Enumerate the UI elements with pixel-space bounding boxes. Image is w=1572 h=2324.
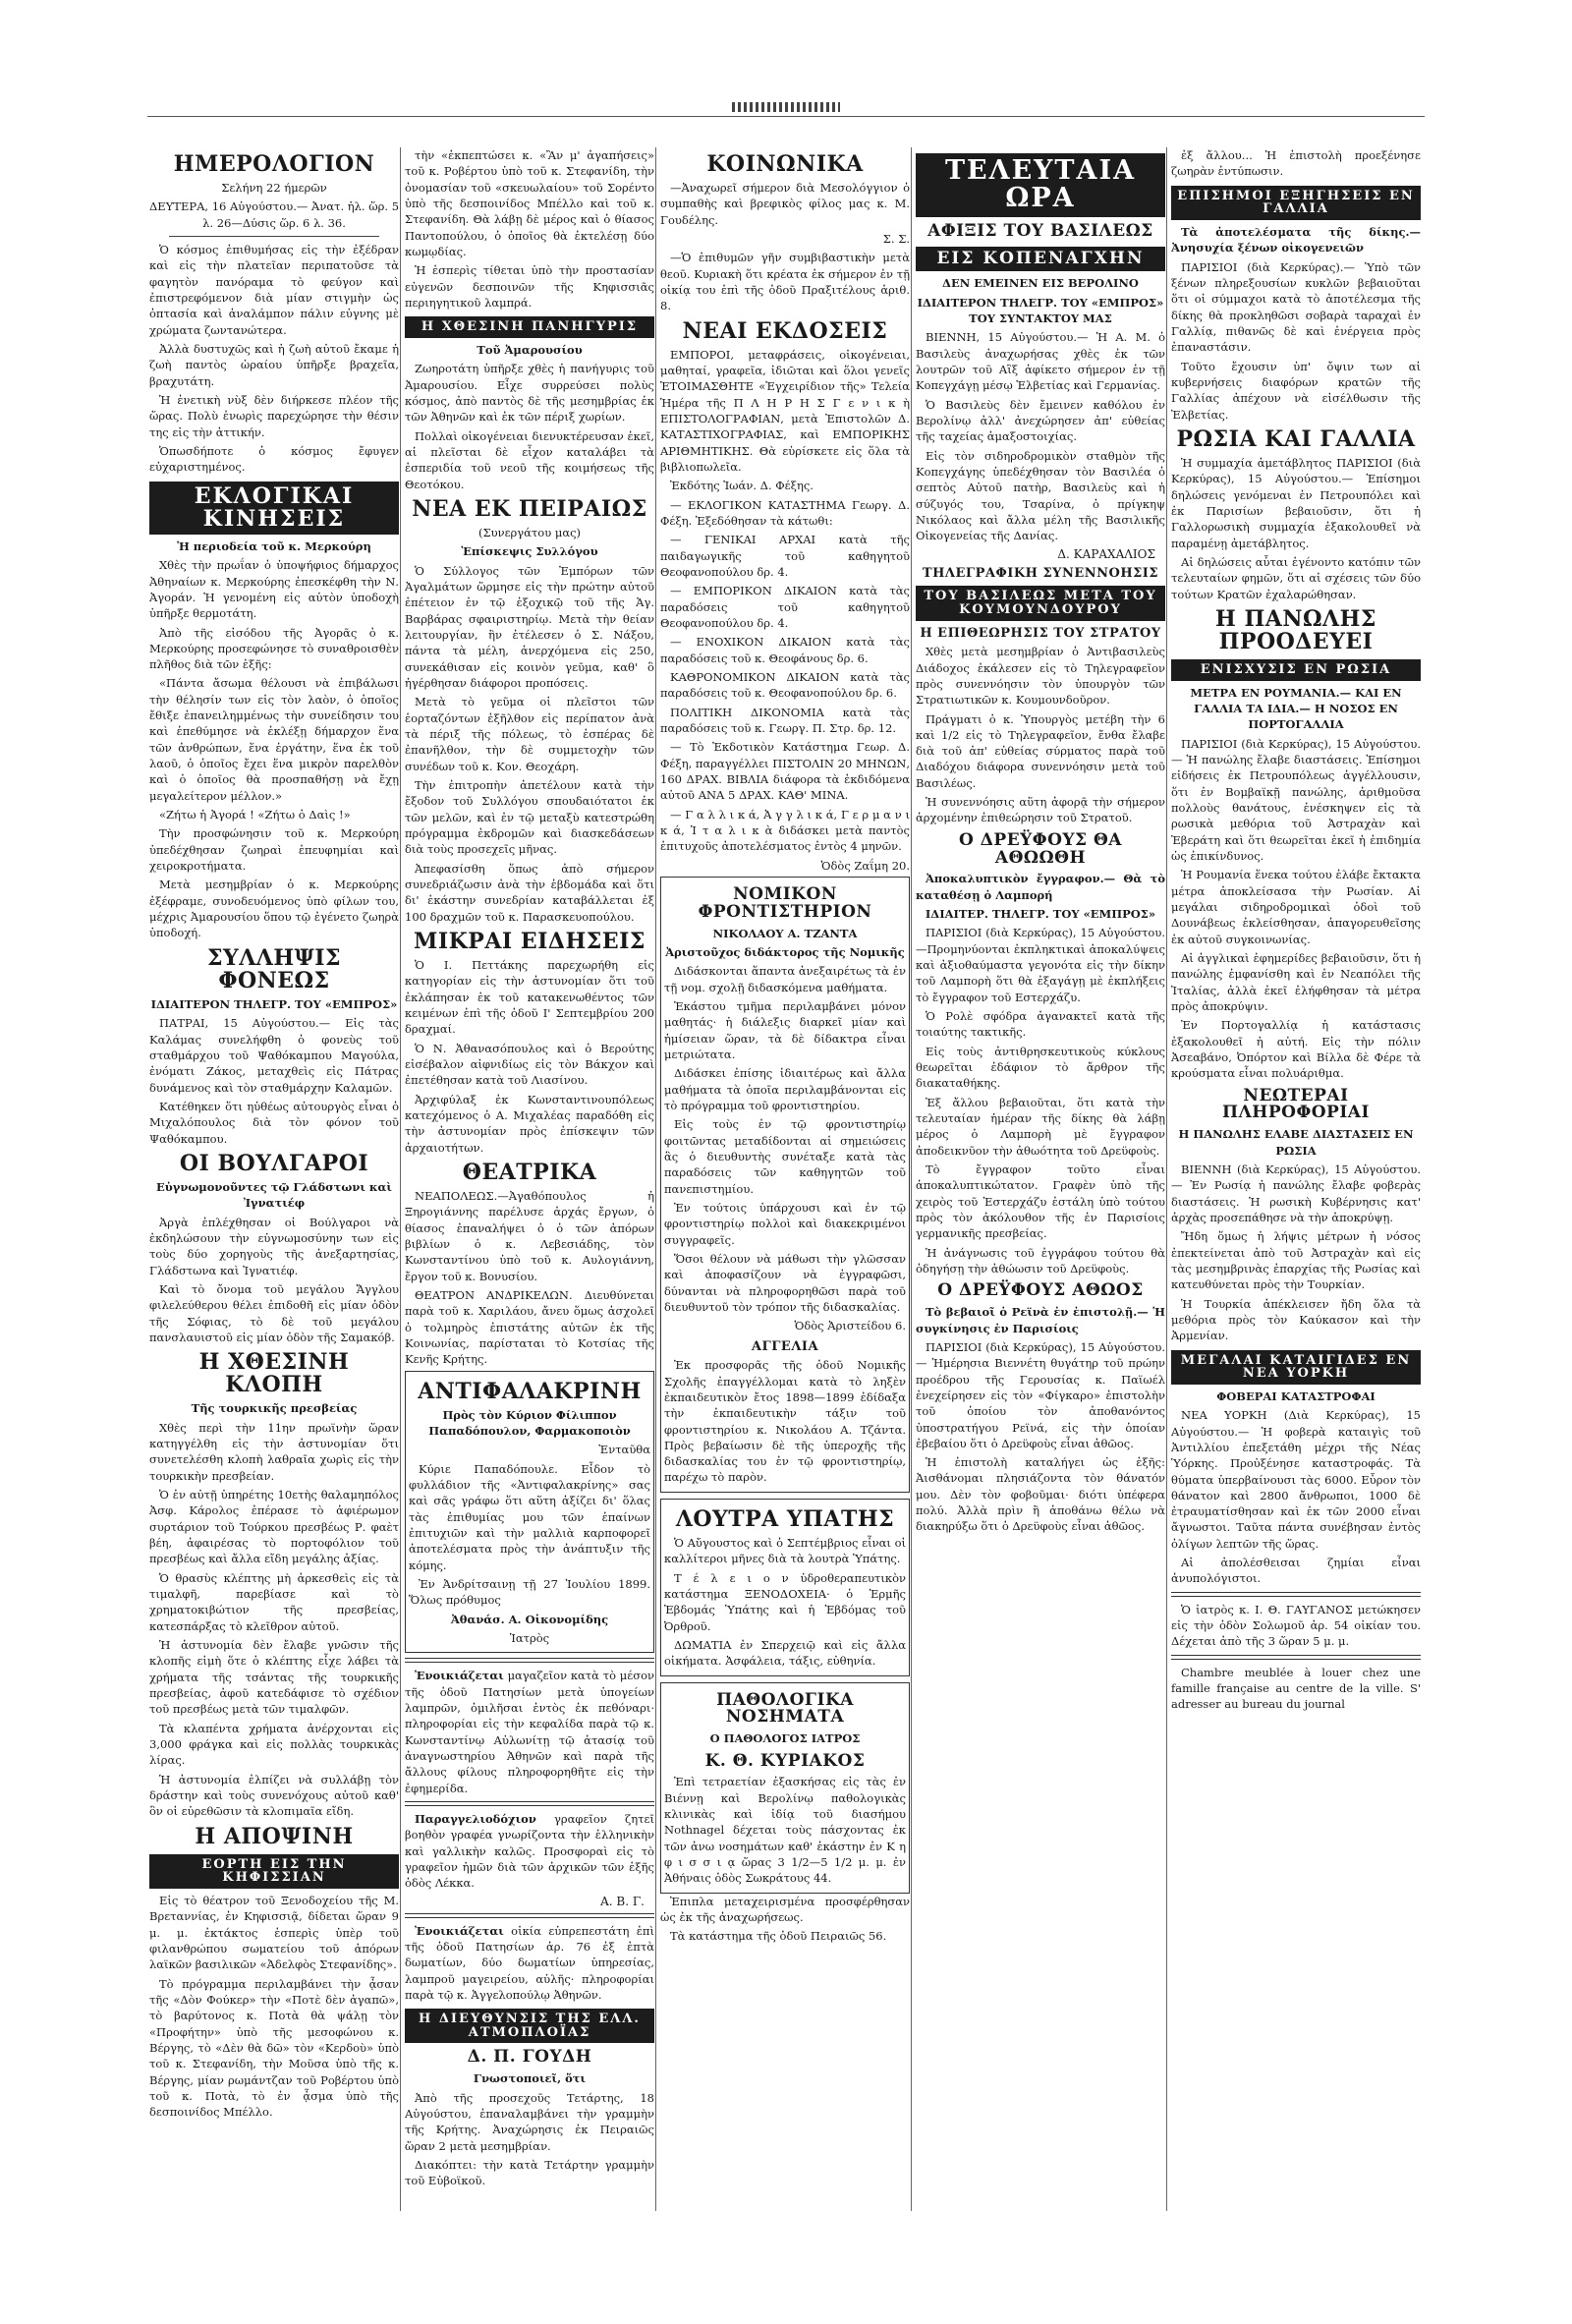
article-text: Εἰς τὸν σιδηροδρομικὸν σταθμὸν τῆς Κοπεγχάγης ὑπεδέχθησαν τὸν Βασιλέα ὁ σεπτὸς Αὐτοῦ πατὴρ, Βασιλεὺς καὶ ἡ σύζυγός του, Τσαρίνα, ὁ πρίγκηψ Νικόλαος καὶ ἄλλα μέλη τῆς Βασιλικῆς Οἰκογενείας τῆς Δανίας. [916, 448, 1165, 543]
article-text: Ὁ Ρολὲ σφόδρα ἀγανακτεῖ κατὰ τῆς τοιαύτης τακτικῆς. [916, 1009, 1165, 1040]
article-text: Ὁδὸς Ἀριστείδου 6. [794, 1319, 906, 1333]
baths-heading: ΛΟΥΤΡΑ ΥΠΑΤΗΣ [675, 1505, 895, 1532]
column-divider [400, 147, 401, 2211]
article-text: Χθὲς μετὰ μεσημβρίαν ὁ Ἀντιβασιλεὺς Διάδοχος ἐκάλεσεν εἰς τὸ Τηλεγραφεῖον πρὸς συνεννόησιν τὸν ὑπουργὸν τῶν Στρατιωτικῶν κ. Κουμουνδοῦρον. [916, 645, 1165, 708]
article-text: — Γ α λ λ ι κ ά, Ἀ γ γ λ ι κ ά, Γ ε ρ μ α ν ι κ ά, Ἰ τ α λ ι κ ὰ διδάσκει μετὰ παντὸς ἐπιτυχοῦς ἀποτελέσματος ἐντὸς 4 μηνῶν. [660, 807, 910, 854]
article-text: Ἡ ἑσπερὶς τίθεται ὑπὸ τὴν προστασίαν εὐγενῶν δεσποινῶν τῆς Κηφισσιᾶς περιηγητικοῦ λαμπρά. [405, 263, 654, 310]
column-1 [149, 147, 399, 2211]
fair-heading: Η ΧΘΕΣΙΝΗ ΠΑΝΗΓΥΡΙΣ [405, 316, 654, 338]
king-subheading: ΙΔΙΑΙΤΕΡΟΝ ΤΗΛΕΓΡ. ΤΟΥ «ΕΜΠΡΟΣ» ΤΟΥ ΣΥΝΤΑΚΤΟΥ ΜΑΣ [917, 295, 1164, 326]
column-divider [655, 147, 656, 2211]
article-text: —Ἀναχωρεῖ σήμερον διὰ Μεσολόγγιον ὁ συμπαθὴς καὶ βρεφικὸς φίλος μας κ. Μ. Γουδέλης. [660, 181, 910, 227]
article-text: — ΓΕΝΙΚΑΙ ΑΡΧΑΙ κατὰ τῆς παιδαγωγικῆς τοῦ καθηγητοῦ Θεοφανοπούλου δρ. 4. [660, 533, 910, 580]
bulgarians-heading: ΟΙ ΒΟΥΛΓΑΡΟΙ [179, 1150, 369, 1176]
column-divider [911, 147, 912, 2211]
article-text: ΠΟΛΙΤΙΚΗ ΔΙΚΟΝΟΜΙΑ κατὰ τὰς παραδόσεις τοῦ κ. Γεωργ. Π. Στρ. δρ. 12. [660, 705, 910, 736]
divider [405, 1658, 654, 1663]
article-text: Ἀπὸ τῆς εἰσόδου τῆς Ἀγορᾶς ὁ κ. Μερκούρης προσεφώνησε τὸ συναθροισθὲν πλῆθος διὰ τῶν ἑξῆς: [149, 625, 399, 672]
ad-text: γραφεῖον ζητεῖ βοηθὸν γραφέα γνωρίζοντα τὴν ἑλληνικὴν καὶ γαλλικὴν καλῶς. Προσφοραὶ εἰς τὸ γραφεῖον ἡμῶν διὰ τῶν ἀρχικῶν τῶν ἑξῆς ὁδὸς Λέκκα. [405, 1811, 654, 1891]
divider [405, 1913, 654, 1918]
article-text: — ΕΜΠΟΡΙΚΟΝ ΔΙΚΑΙΟΝ κατὰ τὰς παραδόσεις τοῦ καθηγητοῦ Θεοφανοπούλου δρ. 4. [660, 584, 910, 631]
king-signature: Δ. ΚΑΡΑΧΑΛΙΟΣ [1057, 546, 1155, 561]
article-text: Ἐκ προσφορᾶς τῆς ὁδοῦ Νομικῆς Σχολῆς ἐπαγγέλλομαι κατὰ τὸ ληξὲν ἐκπαιδευτικὸν ἔτος 1898—1899 ἐδίδαξα τὴν ἐκπαιδευτικὴν τάξιν τοῦ φροντιστηρίου κ. Νικολάου Α. Τζάντα. Πρὸς βεβαίωσιν δὲ τῆς ὑπεροχῆς τῆς διδασκαλίας του ἐν τῷ φροντιστηρίῳ, παρέχω τὸ παρὸν. [664, 1358, 906, 1485]
shipping-heading: Η ΔΙΕΥΘΥΝΣΙΣ ΤΗΣ ΕΛΛ. ΑΤΜΟΠΛΟΪΑΣ [405, 2009, 654, 2043]
article-text: ἐξ ἄλλου... Ἡ ἐπιστολὴ προεξένησε ζωηρὰν ἐντύπωσιν. [1171, 148, 1421, 179]
article-text: Ὁ ἐν αὐτῇ ὑπηρέτης 10ετὴς θαλαμηπόλος Ἀσφ. Κάρολος ἐπέρασε τὸ ἀφιέρωμον συρτάριον τοῦ Τούρκου πρεσβέως Ρ. φαὲτ βέη, ἀφαιρέσας τὸ πορτοφόλιον τοῦ πρεσβέως καὶ ἄλλα εἴδη μεγάλης ἀξίας. [149, 1488, 399, 1566]
telegraph-subheading: Η ΕΠΙΘΕΩΡΗΣΙΣ ΤΟΥ ΣΤΡΑΤΟΥ [920, 625, 1161, 641]
plague-subheading: ΕΝΙΣΧΥΣΙΣ ΕΝ ΡΩΣΙΑ [1171, 659, 1421, 681]
divider [405, 1801, 654, 1806]
law-subheading: ΝΙΚΟΛΑΟΥ Α. ΤΖΑΝΤΑ [712, 926, 858, 940]
anti-heading: ΑΝΤΙΦΑΛΑΚΡΙΝΗ [418, 1378, 642, 1404]
article-text: Ἀλλὰ δυστυχῶς καὶ ἡ ζωὴ αὐτοῦ ἔκαμε ἡ ζωὴ παντὸς ὡραίου ὑπῆρξε βραχεῖα, βραχυτάτη. [149, 342, 399, 388]
article-text: Ὁδὸς Ζαΐμη 20. [820, 858, 910, 873]
article-text: Διδάσκονται ἅπαντα ἀνεξαιρέτως τὰ ἐν τῇ νομ. σχολῇ διδασκόμενα μαθήματα. [664, 964, 906, 994]
king-subheading: ΔΕΝ ΕΜΕΙΝΕΝ ΕΙΣ ΒΕΡΟΛΙΝΟ [942, 276, 1139, 291]
king-heading: ΑΦΙΞΙΣ ΤΟΥ ΒΑΣΙΛΕΩΣ [927, 220, 1153, 241]
dreyfus-heading: Ο ΔΡΕΫΦΟΥΣ ΘΑ ΑΘΩΩΘΗ [959, 829, 1122, 868]
article-text: Κατέθηκεν ὅτι ηὐθέως αὐτουργὸς εἶναι ὁ Μιχαλόπουλος διὰ τὸν φόνον τοῦ Ψαθόκαμπου. [149, 1099, 399, 1146]
notice-heading: ΑΓΓΕΛΙΑ [751, 1338, 819, 1354]
advertisement [405, 1371, 654, 1654]
advertisement [660, 1682, 910, 1894]
social-signature: Σ. Σ. [882, 232, 910, 247]
king-subheading: ΕΙΣ ΚΟΠΕΝΑΓΧΗΝ [916, 247, 1165, 272]
article-text: Ὅσοι θέλουν νὰ μάθωσι τὴν γλῶσσαν καὶ ἀποφασίζουν νὰ ἐγγραφῶσι, δύνανται νὰ πληροφορηθῶσι παρὰ τοῦ διευθυντοῦ τὸν τρόπον τῆς διδασκαλίας. [664, 1251, 906, 1314]
article-text: Ἡ ἀνάγνωσις τοῦ ἐγγράφου τούτου θὰ ὁδηγήσῃ τὴν ἀθώωσιν τοῦ Δρεϋφοὺς. [916, 1245, 1165, 1276]
pathology-name: Κ. Θ. ΚΥΡΙΑΚΟΣ [704, 1750, 866, 1771]
bulgarians-subheading: Εὐγνωμονοῦντες τῷ Γλάδστωνι καὶ Ἰγνατιέφ [156, 1179, 392, 1211]
column-2 [405, 147, 654, 2211]
article-text: ΠΑΤΡΑΙ, 15 Αὐγούστου.— Εἰς τὰς Καλάμας συνελήφθη ὁ φονεὺς τοῦ σταθμάρχου τοῦ Ψαθόκαμπου Μαγούλα, ἐνόματι Ζάκος, μεταχθεὶς εἰς Πάτρας δυνάμενος καὶ τὸν σταθμάρχην Καλαμῶν. [149, 1016, 399, 1095]
article-text: — ΕΝΟΧΙΚΟΝ ΔΙΚΑΙΟΝ κατὰ τὰς παραδόσεις τοῦ κ. Θεοφάνους δρ. 6. [660, 635, 910, 665]
article-text: Ἐν Πορτογαλλίᾳ ἡ κατάστασις ἐξακολουθεῖ ἡ αὐτή. Εἰς τὴν πόλιν Ἀσεαβάνο, Ὀπόρτον καὶ Βίλλα δὲ Φέρε τὰ κρούσματα εἶναι πολυάριθμα. [1171, 1018, 1421, 1081]
law-subheading: Ἀριστοῦχος διδάκτορος τῆς Νομικῆς [665, 945, 905, 959]
calendar-date: ΔΕΥΤΕΡΑ, 16 Αὐγούστου.— Ἀνατ. ἡλ. ὥρ. 5 λ. 26—Δύσις ὥρ. 6 λ. 36. [149, 199, 399, 230]
anti-place: Ἐνταῦθα [598, 1443, 650, 1457]
article-text: Κύριε Παπαδόπουλε. Εἶδον τὸ φυλλάδιον τῆς «Ἀντιφαλακρίνης» σας καὶ σᾶς γράφω ὅτι αὕτη ἀξίζει δι' ὅλας τὰς ἐπιθυμίας μου τῶν ἐπαίνων ἐπιτυχιῶν καὶ τὴν μαλλιὰ καρποφορεῖ ἀποτελέσματα πρὸς τὴν ἀνάπτυξιν τῆς κόμης. [409, 1461, 650, 1572]
article-text: Μετὰ μεσημβρίαν ὁ κ. Μερκούρης ἐξέφραμε, συνοδευόμενος ὑπὸ φίλων του, μέχρις Ἀμαρουσίου ὅπου τῷ ἐγένετο ζωηρὰ ὑποδοχή. [149, 878, 399, 940]
piraeus-subheading: (Συνεργάτου μας) [477, 525, 582, 539]
murder-subheading: ΙΔΙΑΙΤΕΡΟΝ ΤΗΛΕΓΡ. ΤΟΥ «ΕΜΠΡΟΣ» [150, 996, 398, 1011]
article-text: ΠΑΡΙΣΙΟΙ (διὰ Κερκύρας), 15 Αὐγούστου.— Ἡ πανώλης ἔλαβε διαστάσεις. Ἐπίσημοι εἰδήσεις ἐκ Πετρουπόλεως ἀγγέλλουσιν, ὅτι ἐν Βομβαϊκῇ πανώλης, ἀριθμοῦσα πολλοὺς θανάτους, ἐνέσκηψεν εἰς τὰ ρωσικὰ μεθόρια τοῦ Ἀστραχὰν καὶ Ἐβεράτη καὶ ὅτι θεωρεῖται ἐκεῖ ἡ ἐπιδημία ὡς ἐπικίνδυνος. [1171, 736, 1421, 864]
article-text: Ἀργὰ ἐπλέχθησαν οἱ Βούλγαροι νὰ ἐκδηλώσουν τὴν εὐγνωμοσύνην των εἰς τοὺς δύο χορηγοὺς τῆς ἀνεξαρτησίας, Γλάδστωνα καὶ Ἰγνατιέφ. [149, 1215, 399, 1277]
article-text: Ἤδη ὅμως ἡ λήψις μέτρων ἡ νόσος ἐπεκτείνεται ἀπὸ τοῦ Ἀστραχὰν καὶ εἰς τὰς μεσημβρινὰς ἐπαρχίας τῆς Ρωσίας καὶ κατευθύνεται πρὸς τὴν Τουρκίαν. [1171, 1229, 1421, 1292]
fair-subheading: Τοῦ Ἀμαρουσίου [477, 342, 583, 357]
article-text: τὴν «ἐκπεπτώσει κ. «Ἂν μ' ἀγαπήσεις» τοῦ κ. Ροβέρτου ὑπὸ τοῦ κ. Στεφανίδη, τὴν ὀνομασίαν τοῦ «σκευωλαίου» τοῦ Σορέντο ὑπὸ τῆς δεσποινίδος Μπέλλο καὶ τοῦ κ. Στεφανίδη. Θὰ λάβῃ δὲ μέρος καὶ ὁ θίασος Παντοπούλου, ὁ ὁποῖος θὰ ἐκτελέσῃ δύο κωμῳδίας. [405, 148, 654, 258]
article-text: ΝΕΑΠΟΛΕΩΣ.—Ἀγαθόπουλος ἡ Ξηρογιάννης παρέλυσε ἀρχάς ἔργων, ὁ θίασος ἐπαναλήψει ὁ ὁ τῶν ἀπόρων βιβλίων ὁ κ. Λεβεσιάδης, τὸν Κωνσταντίνου ὑπὸ τοῦ κ. Αυλογιάννη, ἔργον τοῦ κ. Βονυσίου. [405, 1188, 654, 1283]
piraeus-heading: ΝΕΑ ΕΚ ΠΕΙΡΑΙΩΣ [412, 495, 647, 522]
theft-subheading: Τῆς τουρκικῆς πρεσβείας [191, 1401, 358, 1416]
masthead-ornament [732, 102, 840, 112]
article-text: Ὁ ἰατρὸς κ. Ι. Θ. ΓΑΥΓΑΝΟΣ μετώκησεν εἰς τὴν ὁδὸν Σολωμοῦ ἀρ. 54 οἰκίαν του. Δέχεται ἀπὸ τῆς 3 ὥραν 5 μ. μ. [1171, 1602, 1421, 1649]
article-text: ΒΙΕΝΝΗ (διὰ Κερκύρας), 15 Αὐγούστου.— Ἐν Ρωσίᾳ ἡ πανώλης ἔλαβε φοβερὰς διαστάσεις. Ἡ ρωσικὴ Κυβέρνησις κατ' ἀρχὰς προσεπάθησε νὰ τὴν ἀποκρύψῃ. [1171, 1162, 1421, 1224]
article-text: Μετὰ τὸ γεῦμα οἱ πλεῖστοι τῶν ἑορταζόντων ἐξῆλθον εἰς περίπατον ἀνὰ τὰ πέριξ τῆς πόλεως, τὸ ἑσπέρας δὲ ἐπανῆλθον, τὴν δὲ συμμετοχὴν τῶν συνέδων τοῦ κ. Κον. Θεοχάρη. [405, 695, 654, 773]
column-3 [660, 147, 910, 2211]
plague-subheading: ΜΕΤΡΑ ΕΝ ΡΟΥΜΑΝΙΑ.— ΚΑΙ ΕΝ ΓΑΛΛΙΑ ΤΑ ΙΔΙΑ.— Η ΝΟΣΟΣ ΕΝ ΠΟΡΤΟΓΑΛΛΙΑ [1190, 685, 1402, 732]
article-text: Χθὲς τὴν πρωΐαν ὁ ὑποψήφιος δήμαρχος Ἀθηναίων κ. Μερκούρης ἐπεσκέφθη τὴν Ν. Ἀγοράν. Ἡ γενομένη εἰς αὐτὸν ὑποδοχὴ ὑπῆρξε θερμοτάτη. [149, 558, 399, 621]
telegraph-heading: ΤΗΛΕΓΡΑΦΙΚΗ ΣΥΝΕΝΝΟΗΣΙΣ [922, 565, 1159, 581]
article-text: Ὁ Αὔγουστος καὶ ὁ Σεπτέμβριος εἶναι οἱ καλλίτεροι μῆνες διὰ τὰ λουτρὰ Ὑπάτης. [664, 1535, 906, 1566]
article-text: ΘΕΑΤΡΟΝ ΑΝΔΡΙΚΕΛΩΝ. Διευθύνεται παρὰ τοῦ κ. Χαριλάου, ἄνευ ὅμως ἀσχολεῖ ὁ τολμηρὸς ἐπιστάτης αὐτῶν ἐκ τῆς Κοινωνίας, παρίσταται τὸ Κοτσίας τῆς Κενῆς Κρήτης. [405, 1287, 654, 1367]
ad-text: μαγαζεῖον κατὰ τὸ μέσον τῆς ὁδοῦ Πατησίων μετὰ ὑπογείων λαμπρῶν, ὁμιλῆσαι ἐντὸς ἐκ πεθόναρι· πληροφορίαι εἰς τὴν κεφαλίδα παρὰ τῷ κ. Κωνσταντίνῳ Αὐλωνίτῃ τῷ ἀτασίᾳ τοῦ ἀναγνωστηρίου Ἀθηνῶν καὶ παρὰ τῆς ἄλλους φίλους πληροφορηθῆτε εἰς τὴν ἐφημερίδα. [405, 1669, 654, 1795]
article-text: Εἰς τοὺς ἐν τῷ φροντιστηρίῳ φοιτῶντας μεταδίδονται αἱ σημειώσεις ἃς ὁ διευθυντὴς συνέταξε κατὰ τὰς παραδόσεις τῶν καθηγητῶν τοῦ πανεπιστημίου. [664, 1117, 906, 1196]
article-text: Ζωηροτάτη ὑπῆρξε χθὲς ἡ πανήγυρις τοῦ Ἀμαρουσίου. Εἶχε συρρεύσει πολὺς κόσμος, ἀπὸ παντὸς δὲ τῆς μεσημβρίας ἐκ τῶν Ἀθηνῶν καὶ ἐκ τῶν πέριξ χωρίων. [405, 362, 654, 425]
dreyfus2-heading: Ο ΔΡΕΫΦΟΥΣ ΑΘΩΟΣ [937, 1280, 1144, 1301]
divider [1171, 1592, 1421, 1597]
article-text: Ὁ θρασὺς κλέπτης μὴ ἀρκεσθεὶς εἰς τὰ τιμαλφῆ, παρεβίασε καὶ τὸ χρηματοκιβώτιον τῆς πρεσβείας, κατεσπάρξας τὸ κλεῖθρον αὐτοῦ. [149, 1570, 399, 1633]
article-text: Ἐκδότης Ἰωάν. Δ. Φέξης. [670, 479, 814, 493]
ad-title: Παραγγελιοδόχιον [415, 1811, 536, 1826]
divider [169, 236, 379, 237]
social-heading: ΚΟΙΝΩΝΙΚΑ [706, 151, 864, 177]
article-text: Ἐξ ἄλλου βεβαιοῦται, ὅτι κατὰ τὴν τελευταίαν ἡμέραν τῆς δίκης θὰ λάβῃ μέρος ὁ Λαμπορὴ μὲ ἔγγραφον ἀποδεικνῦον τὴν ἀθωότητα τοῦ Δρεϋφοὺς. [916, 1095, 1165, 1158]
evening-heading: Η ΑΠΟΨΙΝΗ [195, 1823, 354, 1849]
article-text: Εἰς τὸ θέατρον τοῦ Ξενοδοχείου τῆς Μ. Βρεταννίας, ἐν Κηφισσιᾷ, δίδεται ὥραν 9 μ. μ. ἐκτάκτος ἑσπερὶς ὑπὲρ τοῦ φιλανθρώπου σωματείου τοῦ ἀπόρων λαϊκῶν βασιλικῶν «Ἀδελφὸς Στεφανίδης». [149, 1894, 399, 1972]
article-text: Ἀπεφασίσθη ὅπως ἀπὸ σήμερον συνεδριάζωσιν ἀνὰ τὴν ἑβδομάδα καὶ ὅτι δι' ἑκάστην συνεδρίαν καταβάλλεται ἐξ 100 δραχμῶν τοῦ κ. Παρασκευοπούλου. [405, 861, 654, 924]
article-text: ΒΙΕΝΝΗ, 15 Αὐγούστου.— Ἡ Α. Μ. ὁ Βασιλεὺς ἀναχωρήσας χθὲς ἐκ τῶν λουτρῶν τοῦ Αἲξ ἀφίκετο σήμερον ἐν τῇ Κοπεγχάγῃ μέσῳ Ἑλβετίας καὶ Γερμανίας. [916, 330, 1165, 393]
article-text: ΠΑΡΙΣΙΟΙ (διὰ Κερκύρας).— Ὑπὸ τῶν ξένων πληρεξουσίων κυκλῶν βεβαιοῦται ὅτι οἱ σύμμαχοι κατὰ τὸ ἀποτέλεσμα τῆς δίκης θὰ προκληθῶσι σοβαρὰ ταραχαὶ ἐν Γαλλίᾳ, πιθανῶς δὲ καὶ ἐνέργεια πρὸς ἐπαναστάσιν. [1171, 259, 1421, 355]
ad-title: Ἐνοικιάζεται [415, 1923, 504, 1938]
article-text: Ὁπωσδήποτε ὁ κόσμος ἔφυγεν εὐχαριστημένος. [149, 444, 399, 475]
pathology-heading: ΠΑΘΟΛΟΓΙΚΑ ΝΟΣΗΜΑΤΑ [716, 1689, 854, 1728]
murder-heading: ΣΥΛΛΗΨΙΣ ΦΟΝΕΩΣ [206, 944, 342, 993]
anti-signature: Ἀθανάσ. Α. Οἰκονομίδης [450, 1612, 609, 1626]
article-text: — Τὸ Ἐκδοτικὸν Κατάστημα Γεωρ. Δ. Φέξη, παραγγέλλει ΠΙΣΤΟΛΙΝ 20 ΜΗΝΩΝ, 160 ΔΡΑΧ. ΒΙΒΛΙΑ διάφορα τὰ ἐκδιδόμενα αὐτοῦ ΑΝΑ 5 ΔΡΑΧ. ΚΑΘ' ΜΙΝΑ. [660, 740, 910, 803]
theft-heading: Η ΧΘΕΣΙΝΗ ΚΛΟΠΗ [198, 1349, 350, 1398]
article-text: Ἡ ἀστυνομία ἐλπίζει νὰ συλλάβῃ τὸν δράστην καὶ τοὺς συνενόχους αὐτοῦ καθ' ὃν οἱ εὐρεθῶσιν τὰ κλοπιμαῖα εἴδη. [149, 1772, 399, 1819]
article-text: Τὴν ἐπιτροπὴν ἀπετέλουν κατὰ τὴν ἔξοδον τοῦ Συλλόγου σπουδαιότατοι ἐκ τῶν μελῶν, καὶ ἐν τῷ μεταξὺ κατεστρώθη πρόγραμμα ἐκδρομῶν καὶ διασκεδάσεων διὰ τοὺς προσεχεῖς μῆνας. [405, 777, 654, 857]
article-text: Ἐν Ἀνδρίτσαινῃ τῇ 27 Ἰουλίου 1899. Ὅλως πρόθυμος [409, 1576, 650, 1608]
article-text: Ἐπὶ τετραετίαν ἐξασκήσας εἰς τὰς ἐν Βιέννῃ καὶ Βερολίνῳ παθολογικὰς κλινικὰς καὶ ἰδίᾳ τοῦ διασήμου Nothnagel δέχεται τοὺς πάσχοντας ἐκ τῶν ἀνω νοσημάτων καθ' ἑκάστην ἐν Κ η φ ι σ σ ι ᾳ ὥρας 3 1/2—5 1/2 μ. μ. ἐν Ἀθήναις ὁδὸς Σωκράτους 44. [664, 1775, 906, 1886]
ad-title: Ἐνοικιάζεται [415, 1669, 504, 1683]
inquiry-subheading: Τὰ ἀποτελέσματα τῆς δίκης.— Ἀνησυχία ξένων οἰκογενειῶν [1171, 224, 1421, 255]
top-rule [147, 116, 1425, 117]
article-text: Τὸ πρόγραμμα περιλαμβάνει τὴν ᾆσαν τῆς «Δὸν Φούκερ» τὴν «Ποτὲ δὲν ἀγαπῶ», τὸ βαρύτονος κ. Ποτὰ θὰ ψάλῃ τὸν «Προφήτην» ὑπὸ τῆς μεσοφώνου κ. Βέργης, τὸ «Δὲν θὰ δῶ» τὸν «Κερδοὺ» ὑπὸ τοῦ κ. Στεφανίδη, τὴν Μοῦσα ὑπὸ τῆς κ. Βέργης, μίαν ρωμάντζαν τοῦ Ροβέρτου ὑπὸ τοῦ κ. Ποτὰ, τὸ ἐν ᾆσμα ὑπὸ τῆς δεσποινίδος Μπέλλο. [149, 1976, 399, 2120]
article-text: Διδάσκει ἐπίσης ἰδιαιτέρως καὶ ἄλλα μαθήματα τὰ ὁποῖα περιλαμβάνονται εἰς τὸ πρόγραμμα τοῦ φροντιστηρίου. [664, 1066, 906, 1112]
article-text: Τὰ κατάστημα τῆς ὁδοῦ Πειραιῶς 56. [670, 1929, 887, 1944]
dreyfus-subheading: Ἀποκαλυπτικὸν ἔγγραφον.— Θὰ τὸ καταθέσῃ ὁ Λαμπορή [916, 872, 1165, 902]
article-text: Ἡ συνεννόησις αὕτη ἀφορᾷ τὴν σήμερον ἀρχομένην ἐπιθεώρησιν τοῦ Στρατοῦ. [916, 795, 1165, 825]
calendar-moon: Σελήνη 22 ήμερῶν [221, 181, 327, 196]
article-text: Chambre meublée à louer chez une famille française au centre de la ville. S' adresser au bureau du journal [1171, 1665, 1421, 1712]
theatre-heading: ΘΕΑΤΡΙΚΑ [462, 1159, 597, 1185]
dreyfus-subheading: ΙΔΙΑΙΤΕΡ. ΤΗΛΕΓΡ. ΤΟΥ «ΕΜΠΡΟΣ» [925, 907, 1156, 922]
ad-text: οἰκία εὐπρεπεστάτη ἐπὶ τῆς ὁδοῦ Πατησίων ἀρ. 76 ἐξ ἑπτὰ δωματίων, δύο δωματίων ὑπηρεσίας, λαμπροῦ μαγειρείου, αὐλῆς· πληροφορίαι παρὰ τῷ κ. Ἀγγελοπούλῳ Ἀθηνῶν. [405, 1923, 654, 2002]
article-text: Ἀρχιφύλαξ ἐκ Κωνσταντινουπόλεως κατεχόμενος ὁ Α. Μιχαλέας παραδόθη εἰς τὴν ἀστυνομίαν πρὸς ἐπίσκεψιν τῶν ἀρχαιοτήτων. [405, 1092, 654, 1155]
last-hour-heading: ΤΕΛΕΥΤΑΙΑ ΩΡΑ [916, 153, 1165, 217]
law-heading: ΝΟΜΙΚΟΝ ΦΡΟΝΤΙΣΤΗΡΙΟΝ [698, 883, 872, 922]
article-text: Ἐπιπλα μεταχειρισμένα προσφέρθησαν ὡς ἐκ τῆς ἀναχωρήσεως. [660, 1894, 910, 1925]
article-text: Τὴν προσφώνησιν τοῦ κ. Μερκούρη ὑπεδέχθησαν ζωηραὶ ἐπευφημίαι καὶ χειροκροτήματα. [149, 826, 399, 874]
divider [1171, 1655, 1421, 1660]
newest-subheading: Η ΠΑΝΩΛΗΣ ΕΛΑΒΕ ΔΙΑΣΤΑΣΕΙΣ ΕΝ ΡΩΣΙΑ [1178, 1127, 1414, 1158]
advertisement [660, 1499, 910, 1676]
article-text: Χθὲς περὶ τὴν 11ην πρωϊνὴν ὥραν κατηγγέλθη εἰς τὴν ἀστυνομίαν ὅτι συνετελέσθη κλοπὴ λαθραῖα χωρὶς εἰς τὴν τουρκικὴν πρεσβείαν. [149, 1420, 399, 1483]
article-text: —Ὁ ἐπιθυμῶν γῆν συμβιβαστικὴν μετὰ θεοῦ. Κυριακὴ ὅτι κρέατα ἐκ σήμερον ἐν τῇ οἰκίᾳ του ἐπὶ τῆς ὁδοῦ Πραξιτέλους ἀριθ. 8. [660, 251, 910, 313]
column-5 [1171, 147, 1421, 2211]
article-text: Ὁ Ι. Πεττάκης παρεχωρήθη εἰς κατηγορίαν εἰς τὴν ἀστυνομίαν ὅτι τοῦ ἐκλάπησαν ἐκ τοῦ κατακενωθέντος τῶν κειμένων ἐπὶ τῆς ὁδοῦ Ι' Σεπτεμβρίου 200 δραχμαί. [405, 957, 654, 1037]
article-text: — ΕΚΛΟΓΙΚΟΝ ΚΑΤΑΣΤΗΜΑ Γεωργ. Δ. Φέξη. Ἐξεδόθησαν τὰ κάτωθι: [660, 497, 910, 529]
article-text: Αἱ ἀπολέσθεισαι ζημίαι εἶναι ἀνυπολόγιστοι. [1171, 1556, 1421, 1586]
evening-subheading: ΕΟΡΤΗ ΕΙΣ ΤΗΝ ΚΗΦΙΣΣΙΑΝ [149, 1854, 399, 1889]
article-text: Διακόπτει: τὴν κατὰ Τετάρτην γραμμὴν τοῦ Εὐβοϊκοῦ. [405, 2157, 654, 2188]
article-text: ΕΜΠΟΡΟΙ, μεταφράσεις, οἰκογένειαι, μαθηταί, γραφεῖα, ἰδιῶται καὶ ὅλοι γενεῖς ἙΤΟΙΜΑΣΘΗΤΕ «Ἑγχειρίδιον τῆς» Τελεία Ἡμέρα τῆς Π Λ Η Ρ Η Σ Γ ε ν ι κ ὴ ΕΠΙΣΤΟΛΟΓΡΑΦΙΑΝ, μετὰ Ἐπιστολῶν Δ. ΚΑΤΑΣΤΙΧΟΓΡΑΦΙΑΣ, καὶ ΕΜΠΟΡΙΚΗΣ ΑΡΙΘΜΗΤΙΚΗΣ. Θὰ εὑρίσκετε εἰς ὅλα τὰ βιβλιοπωλεῖα. [660, 347, 910, 475]
column-divider [1166, 147, 1167, 2211]
pathology-subheading: Ο ΠΑΘΟΛΟΓΟΣ ΙΑΤΡΟΣ [709, 1731, 861, 1746]
russia-france-heading: ΡΩΣΙΑ ΚΑΙ ΓΑΛΛΙΑ [1176, 425, 1416, 452]
article-text: Ὁ κόσμος ἐπιθυμήσας εἰς τὴν ἐξέδραν καὶ εἰς τὴν πλατεῖαν περιπατοῦσε τὰ φαγητὸν πανόραμα τὸ φεύγον καὶ ἐπιστρεφόμενον διὰ μίαν στιγμὴν ὡς ὀπτασία καὶ ἀναλάμπον πάλιν εὐγνης μὲ χρώματα ζωντανώτερα. [149, 243, 399, 337]
article-text: Ὁ Ν. Ἀθανασόπουλος καὶ ὁ Βερούτης εἰσέβαλον αἰφνιδίως εἰς τὸν Βάκχον καὶ ἐπετέθησαν κατὰ τοῦ Λιασίνου. [405, 1041, 654, 1088]
article-text: Καὶ τὸ ὄνομα τοῦ μεγάλου Ἄγγλου φιλελεύθερου θέλει ἐπιδοθῆ εἰς μίαν ὁδὸν τῆς Σόφιας, τὸ δὲ τοῦ μεγάλου πανσλαυιστοῦ εἰς μίαν ὁδὸν τῆς Σαμακόβ. [149, 1281, 399, 1344]
article-text: Τ έ λ ε ι ο ν ὑδροθεραπευτικὸν κατάστημα ΞΕΝΟΔΟΧΕΙΑ· ὁ Ἑρμῆς Ἑβδομάς Ὑπάτης καὶ ἡ Ἐβδόμας τοῦ Ὀρθροῦ. [664, 1570, 906, 1633]
newest-heading: ΝΕΩΤΕΡΑΙ ΠΛΗΡΟΦΟΡΙΑΙ [1222, 1085, 1370, 1123]
article-text: Ἀπὸ τῆς προσεχοῦς Τετάρτης, 18 Αὐγούστου, ἐπαναλαμβάνει τὴν γραμμὴν τῆς Κρήτης. Ἀναχώρησις ἐκ Πειραιῶς ὥραν 2 μετὰ μεσημβρίαν. [405, 2090, 654, 2153]
article-text: Τὸ ἔγγραφον τοῦτο εἶναι ἀποκαλυπτικώτατον. Γραφὲν ὑπὸ τῆς χειρὸς τοῦ Ἐστερχάζυ ἐστάλη ὑπὸ τούτου πρὸς τὸν ἀκόλουθον τῆς ἐν Παρισίοις γερμανικῆς πρεσβείας. [916, 1162, 1165, 1241]
article-text: Εἰς τοὺς ἀντιθρησκευτικοὺς κύκλους θεωρεῖται ἐδάφιον τὸ ἄρθρον τῆς διακαταθήκης. [916, 1044, 1165, 1091]
piraeus-subheading: Ἐπίσκεψις Συλλόγου [461, 544, 598, 559]
calendar-heading: ΗΜΕΡΟΛΟΓΙΟΝ [173, 151, 375, 177]
plague-heading: Η ΠΑΝΩΛΗΣ ΠΡΟΟΔΕΥΕΙ [1215, 605, 1376, 655]
article-text: Ἐν τούτοις ὑπάρχουσι καὶ ἐν τῷ φροντιστηρίῳ πολλοὶ καὶ διακεκριμένοι συγγραφεῖς. [664, 1200, 906, 1247]
new-york-heading: ΜΕΓΑΛΑΙ ΚΑΤΑΙΓΙΔΕΣ ΕΝ ΝΕΑ ΥΟΡΚΗ [1171, 1350, 1421, 1385]
article-text: Τοῦτο ἔχουσιν ὑπ' ὄψιν των αἱ κυβερνήσεις διαφόρων κρατῶν τῆς Γαλλίας ἀπέχουν νὰ εἰσέλθωσιν τῆς Ἐλβετίας. [1171, 359, 1421, 422]
new-york-subheading: ΦΟΒΕΡΑΙ ΚΑΤΑΣΤΡΟΦΑΙ [1216, 1389, 1376, 1403]
article-text: Ὁ Σύλλογος τῶν Ἐμπόρων τῶν Ἀγαλμάτων ὥρμησε εἰς τὴν πρώτην αὐτοῦ ἐπέτειον ἐν τῷ ἐξοχικῷ τοῦ τῆς Ἁγ. Βαρβάρας σφαιριστηρίῳ. Μετὰ τὴν θείαν λειτουργίαν, ἣν ἐτέλεσεν ὁ Σ. Νάξου, πάντα τὰ μέλη, ἀνερχόμενα εἰς 250, συνεκάθισαν εἰς κοινὸν γεῦμα, καθ' ὃ ἠγέρθησαν διάφοροι προπόσεις. [405, 563, 654, 690]
dreyfus2-subheading: Τὸ βεβαιοῖ ὁ Ρεϊνὰ ἐν ἐπιστολῇ.— Ἡ συγκίνησις ἐν Παρισίοις [916, 1305, 1165, 1335]
advertisement [660, 877, 910, 1493]
telegraph-subheading: ΤΟΥ ΒΑΣΙΛΕΩΣ ΜΕΤΑ ΤΟΥ ΚΟΥΜΟΥΝΔΟΥΡΟΥ [916, 586, 1165, 620]
article-text: Ἡ ἐπιστολὴ καταλήγει ὡς ἑξῆς: Ἀισθάνομαι πλησιάζοντα τὸν θάνατόν μου. Δὲν τὸν φοβοῦμαι· διότι ὑπέφερα πολύ. Ἀλλὰ πρὶν ἢ ἀποθάνω θέλω νὰ διακηρύξω ὅτι ὁ Δρεϋφοὺς εἶναι ἀθῶος. [916, 1455, 1165, 1534]
article-text: Ἡ Τουρκία ἀπέκλεισεν ἤδη ὅλα τὰ μεθόρια πρὸς τὸν Καύκασον καὶ τὴν Ἀρμενίαν. [1171, 1296, 1421, 1343]
publications-heading: ΝΕΑΙ ΕΚΔΟΣΕΙΣ [682, 317, 888, 344]
article-text: Αἱ ἀγγλικαὶ ἐφημερίδες βεβαιοῦσιν, ὅτι ἡ πανώλης ἐμφανίσθη καὶ ἐν Νεαπόλει τῆς Ἰταλίας, ἀλλὰ ἐκεῖ ἐλήφθησαν τὰ μέτρα πρὸς ἀποκρύψιν. [1171, 951, 1421, 1013]
article-text: Ὁ Βασιλεὺς δὲν ἔμεινεν καθόλου ἐν Βερολίνῳ ἀλλ' ἀνεχώρησεν ἀπ' εὐθείας τῆς ταχείας ἁμαξοστοιχίας. [916, 397, 1165, 444]
inquiry-heading: ΕΠΙΣΗΜΟΙ ΕΞΗΓΗΣΕΙΣ ΕΝ ΓΑΛΛΙΑ [1171, 186, 1421, 220]
article-text: ΚΑΘΡΟΝΟΜΙΚΟΝ ΔΙΚΑΙΟΝ κατὰ τὰς παραδόσεις τοῦ κ. Θεοφανοπούλου δρ. 6. [660, 670, 910, 701]
article-text: «Ζήτω ἡ Ἀγορά ! «Ζήτω ὁ Δαὶς !» [159, 808, 351, 822]
article-text: Ἑκάστου τμῆμα περιλαμβάνει μόνον μαθητάς· ἡ διάλεξις διαρκεῖ μίαν καὶ ἡμίσειαν ὥραν, τὰ δὲ δίδακτρα εἶναι μετριώτατα. [664, 998, 906, 1061]
election-subheading: Ἡ περιοδεία τοῦ κ. Μερκούρη [177, 538, 371, 553]
article-text: ΠΑΡΙΣΙΟΙ (διὰ Κερκύρας), 15 Αὐγούστου.—Προμηνύονται ἐκπληκτικαὶ ἀποκαλύψεις καὶ ἀξιοθαύμαστα γεγονότα εἰς τὴν δίκην τοῦ Λαμπορὴ ὅτι θὰ ἐξαγάγῃ μὲ ἐκπλήξεις τὸ ἔγγραφον τοῦ Εστερχάζυ. [916, 926, 1165, 1004]
anti-subheading: Πρὸς τὸν Κύριον Φίλιππον Παπαδόπουλον, Φαρμακοποιὸν [428, 1407, 631, 1438]
election-heading: ΕΚΛΟΓΙΚΑΙ ΚΙΝΗΣΕΙΣ [149, 482, 399, 535]
article-text: Πολλαὶ οἰκογένειαι διενυκτέρευσαν ἐκεῖ, αἱ πλεῖσται δὲ εἶχον καταλάβει τὰ ἐσπεριδία τοῦ νεοῦ τῆς κοιμήσεως τῆς Θεοτόκου. [405, 428, 654, 491]
briefs-heading: ΜΙΚΡΑΙ ΕΙΔΗΣΕΙΣ [414, 928, 646, 954]
article-text: ΔΩΜΑΤΙΑ ἐν Σπερχειῷ καὶ εἰς ἄλλα οἰκήματα. Ἀσφάλεια, τάξις, εὐθηνία. [664, 1637, 906, 1669]
ad-signature: Α. Β. Γ. [600, 1894, 645, 1908]
article-text: Τὰ κλαπέντα χρήματα ἀνέρχονται εἰς 3,000 φράγκα καὶ εἰς πολλὰς τουρκικὰς λίρας. [149, 1721, 399, 1768]
shipping-subheading: Γνωστοποιεῖ, ὅτι [473, 2071, 587, 2086]
article-text: Ἡ ἐνετικὴ νὺξ δὲν διήρκεσε πλέον τῆς ὥρας. Πολὺ ἐνωρὶς παρεχώρησε τὴν θέσιν της εἰς τὴν ἀττικήν. [149, 393, 399, 439]
article-text: Ἡ συμμαχία ἀμετάβλητος ΠΑΡΙΣΙΟΙ (διὰ Κερκύρας), 15 Αὐγούστου.— Ἐπίσημοι δηλώσεις γενόμεναι ἐν Πετρουπόλει καὶ ἐκ Παρισίων βεβαιοῦσιν, ὅτι ἡ Γαλλορωσικὴ συμμαχία ἐξακολουθεῖ νὰ παραμένῃ ἀμετάβλητος. [1171, 455, 1421, 550]
article-text: Ἡ Ρουμανία ἕνεκα τούτου ἐλάβε ἔκτακτα μέτρα ἀποκλείσασα τὴν Ρωσίαν. Αἱ μεγάλαι σιδηροδρομικαὶ ὁδοὶ τοῦ Δουνάβεως ἐκλείσθησαν, ἀπαγορευθεῖσης ἐκ αὐτοῦ συγκοινωνίας. [1171, 868, 1421, 946]
article-text: «Πάντα ἄσωμα θέλουσι νὰ ἐπιβάλωσι τὴν θέλησίν των εἰς τὸν λαὸν, ὁ ὁποῖος ἔθιξε ἐπανειλημμένως τὴν συνείδησιν του καὶ ἐπεθύμησε νὰ ἐκλέξῃ δήμαρχον ἕνα τῶν ἀνθρώπων, ἕνα ἐργάτην, ἕνα ἐκ τοῦ λαοῦ, ὁ ὁποῖος ἔχει ἕνα μικρὸν παρελθὸν καὶ ὁ ὁποῖος θὰ προσπαθήσῃ νὰ ἔχῃ μεγαλείτερον μέλλον.» [149, 676, 399, 803]
article-text: Ἡ ἀστυνομία δὲν ἔλαβε γνῶσιν τῆς κλοπῆς εἰμὴ ὅτε ὁ κλέπτης εἶχε λάβει τὰ χρήματα τῆς τσάντας τῆς τουρκικῆς πρεσβείας, ἀφοῦ κατεδάφισε τὸ σχέδιον τοῦ πρεσβέως μετὰ τῶν τιμαλφῶν. [149, 1638, 399, 1717]
article-text: Πράγματι ὁ κ. Ὑπουργὸς μετέβη τὴν 6 καὶ 1/2 εἰς τὸ Τηλεγραφεῖον, ἔνθα ἔλαβε διὰ τοῦ ἀπ' εὐθείας σύρματος παρὰ τοῦ Διαδόχου διάφορα συνεννόησιν μετὰ τοῦ Βασιλέως. [916, 711, 1165, 790]
article-text: Αἱ δηλώσεις αὗται ἐγένοντο κατόπιν τῶν τελευταίων φημῶν, ὅτι αἱ σχέσεις τῶν δύο τούτων Κρατῶν ἐχαλαρώθησαν. [1171, 554, 1421, 601]
shipping-name: Δ. Π. ΓΟΥΔΗ [467, 2047, 592, 2068]
article-text: ΠΑΡΙΣΙΟΙ (διὰ Κερκύρας), 15 Αὐγούστου.— Ἡμέρησια Βιεννέτη θυγάτηρ τοῦ πρώην προέδρου τῆς Γερουσίας κ. Παϊωέλ ἐνεχείρησεν εἰς τὸν «Φίγκαρο» ἐπιστολὴν τοῦ ὁποίου τὸν ἀποθανόντος ὑποστρατήγου Ρεϊνά, εἰς τὴν ὁποίαν ἐβεβαίου ὅτι ὁ Δρεϋφοὺς εἶναι ἀθῶος. [916, 1339, 1165, 1450]
article-text: ΝΕΑ ΥΟΡΚΗ (Διὰ Κερκύρας), 15 Αὐγούστου.— Ἡ φοβερὰ καταιγὶς τοῦ Ἀντιλλίου ἐπεξετάθη μέχρι τῆς Νέας Ὑόρκης. Προὐξένησε καταστροφάς. Τὰ θύματα ὑπερβαίνουσι τὰς 6000. Εὗρον τὸν θάνατον καὶ 2800 ἄνθρωποι, 1000 δὲ ἐτραυματίσθησαν καὶ ἐκ τῶν 2000 εἶναι ἄγνωστοι. Ταῦτα πάντα συνέβησαν ἐντὸς ὀλίγων λεπτῶν τῆς ὥρας. [1171, 1408, 1421, 1551]
anti-signature-title: Ἰατρὸς [509, 1630, 550, 1645]
column-4 [916, 147, 1165, 2211]
